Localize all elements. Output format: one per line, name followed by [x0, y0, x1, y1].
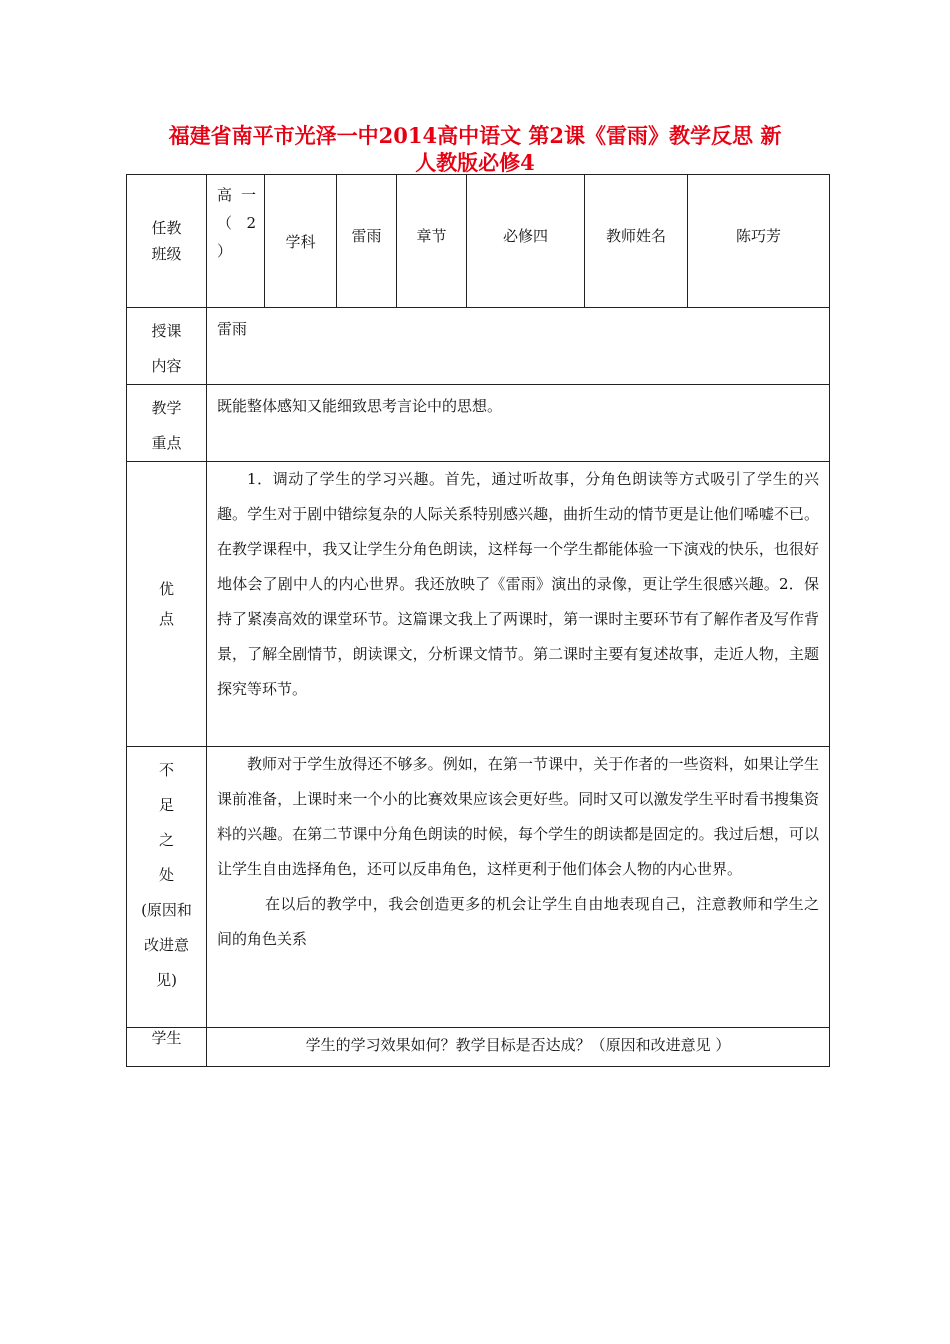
students-row: [127, 1028, 830, 1067]
info-row: [127, 175, 830, 308]
weaknesses-label-line3: 之: [158, 831, 174, 849]
teaching-focus-value: 既能整体感知又能细致思考言论中的思想。: [217, 397, 503, 415]
weaknesses-row: [127, 747, 830, 1028]
lesson-content-value-cell: [207, 308, 830, 385]
strengths-label-line1: 优: [158, 580, 174, 598]
teaching-focus-label-line1: 教学: [151, 399, 182, 417]
grade-paren-open: （: [217, 214, 233, 232]
title-line-2: 人教版必修4: [415, 150, 535, 175]
chapter-value: 必修四: [467, 175, 585, 308]
title-line-1: 福建省南平市光泽一中2014高中语文 第2课《雷雨》教学反思 新: [168, 123, 782, 148]
lesson-content-label-line2: 内容: [151, 357, 182, 375]
teaching-focus-value-cell: [207, 385, 830, 462]
weaknesses-label-line2: 足: [158, 796, 174, 814]
class-value-cell: [207, 175, 265, 308]
subject-value: 雷雨: [337, 175, 397, 308]
strengths-text: 1．调动了学生的学习兴趣。首先，通过听故事，分角色朗读等方式吸引了学生的兴趣。学生对于剧中错综复杂的人际关系特别感兴趣，曲折生动的情节更是让他们唏嘘不已。在教学课程中，我又让学生分角色朗读，这样每一个学生都能体验一下演戏的快乐，也很好地体会了剧中人的内心世界。我还放映了《雷雨》演出的录像，更让学生很感兴趣。2．保持了紧凑高效的课堂环节。这篇课文我上了两课时，第一课时主要环节有了解作者及写作背景，了解全剧情节，朗读课文，分析课文情节。第二课时主要有复述故事，走近人物，主题探究等环节。: [217, 470, 819, 698]
strengths-label-line2: 点: [158, 610, 174, 628]
grade-char-1: 高: [217, 186, 233, 204]
weaknesses-text-cell: [207, 747, 830, 1028]
weaknesses-label-line5: (原因和: [141, 901, 192, 919]
reflection-table: [126, 174, 830, 1067]
weaknesses-paragraph-2: 在以后的教学中，我会创造更多的机会让学生自由地表现自己，注意教师和学生之间的角色关系: [217, 895, 819, 948]
teaching-focus-label-line2: 重点: [151, 434, 182, 452]
strengths-label: [127, 462, 207, 747]
weaknesses-label-line7: 见): [156, 971, 177, 989]
teacher-value: 陈巧芳: [688, 175, 830, 308]
students-label: 学生: [127, 1028, 207, 1067]
students-text-cell: [207, 1028, 830, 1067]
lesson-content-value: 雷雨: [217, 320, 248, 338]
content-row: [127, 308, 830, 385]
grade-number: 2: [246, 214, 256, 232]
weaknesses-label: [127, 747, 207, 1028]
weaknesses-label-line4: 处: [158, 866, 174, 884]
teacher-label: 教师姓名: [585, 175, 688, 308]
subject-label: 学科: [265, 175, 337, 308]
weaknesses-label-line6: 改进意: [143, 936, 189, 954]
document-title: [60, 122, 890, 176]
class-label-line1: 任教: [151, 219, 182, 237]
students-text: 学生的学习效果如何？教学目标是否达成？（原因和改进意见 ）: [305, 1036, 731, 1054]
weaknesses-label-line1: 不: [158, 761, 174, 779]
focus-row: [127, 385, 830, 462]
strengths-text-cell: [207, 462, 830, 747]
class-label-line2: 班级: [151, 245, 182, 263]
class-label-cell: [127, 175, 207, 308]
lesson-content-label-line1: 授课: [151, 322, 182, 340]
strengths-row: [127, 462, 830, 747]
grade-char-2: 一: [240, 186, 256, 204]
weaknesses-paragraph-1: 教师对于学生放得还不够多。例如，在第一节课中，关于作者的一些资料，如果让学生课前准备，上课时来一个小的比赛效果应该会更好些。同时又可以激发学生平时看书搜集资料的兴趣。在第二节课中分角色朗读的时候，每个学生的朗读都是固定的。我过后想，可以让学生自由选择角色，还可以反串角色，这样更利于他们体会人物的内心世界。: [217, 755, 819, 878]
teaching-focus-label: [127, 385, 207, 462]
grade-paren-close: ）: [217, 242, 233, 260]
chapter-label: 章节: [397, 175, 467, 308]
lesson-content-label: [127, 308, 207, 385]
